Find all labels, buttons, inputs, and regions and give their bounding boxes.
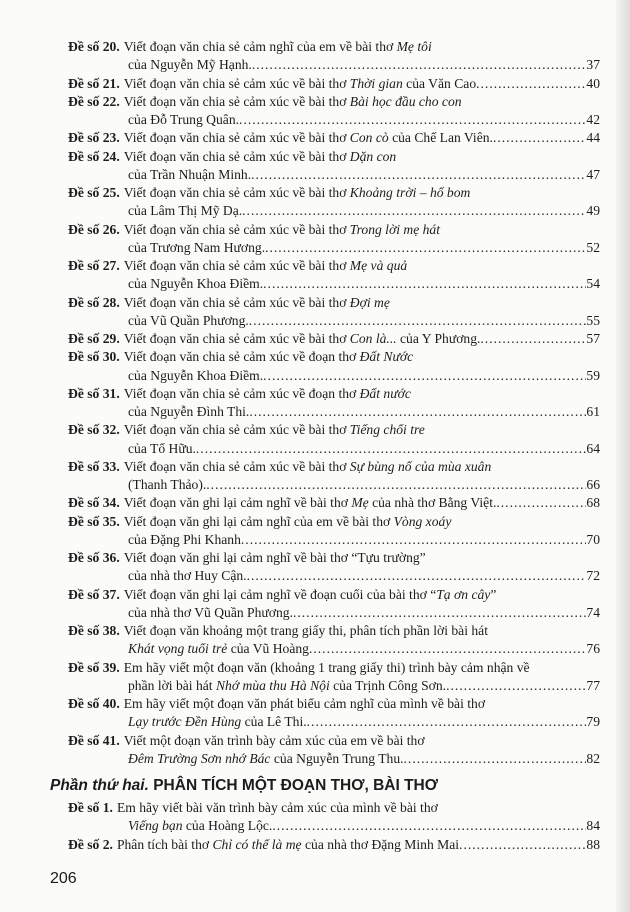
entry-text: [124, 659, 530, 677]
dot-leader: [480, 330, 586, 348]
entry-label: Đề số 32.: [68, 422, 120, 438]
entry-text: [128, 440, 196, 458]
dot-leader: [252, 56, 587, 74]
entry-label: Đề số 22.: [68, 93, 120, 109]
entry-text-segment: Viết đoạn văn ghi lại cảm nghĩ của em về bài thơ: [123, 513, 394, 529]
entry-title-italic: Dặn con: [349, 148, 397, 164]
toc-entry[interactable]: [68, 38, 600, 75]
toc-entry-line: [68, 75, 600, 93]
dot-leader: [263, 367, 586, 385]
toc-entry[interactable]: [68, 421, 600, 458]
dot-leader: [496, 494, 586, 512]
entry-text: [128, 817, 272, 835]
entry-text: [128, 275, 263, 293]
entry-text-segment: Em hãy viết một đoạn văn (khoảng 1 trang giấy thi) trình bày cảm nhận về: [123, 659, 530, 675]
toc-entry-line: [68, 476, 600, 494]
entry-text-segment: của Chế Lan Viên.: [388, 130, 493, 146]
toc-entry-line: [68, 56, 600, 74]
entry-title-italic: Đất nước: [359, 385, 411, 401]
toc-entry-line: [68, 513, 600, 531]
entry-title-italic: Đêm Trường Sơn nhớ Bác: [128, 750, 271, 766]
entry-page-number: 42: [586, 112, 600, 127]
page-edge-shadow: [616, 0, 630, 912]
toc-entry-line: [68, 257, 600, 275]
entry-text-segment: (Thanh Thảo).: [128, 477, 207, 492]
toc-entry-line: [68, 148, 600, 166]
toc-entry[interactable]: [68, 549, 600, 586]
toc-entry-line: [68, 385, 600, 403]
toc-entry[interactable]: [68, 184, 600, 221]
entry-label: Đề số 40.: [68, 696, 120, 711]
entry-text: [124, 385, 411, 403]
entry-text: [128, 403, 249, 421]
entry-text: [124, 221, 440, 239]
toc-entry-line: [68, 129, 600, 147]
entry-title-italic: Vòng xoáy: [393, 513, 452, 529]
toc-entry-line: [68, 750, 600, 768]
dot-leader: [249, 403, 586, 421]
entry-text-segment: Viết đoạn văn chia sẻ cảm xúc về bài thơ: [123, 75, 350, 91]
entry-page-number: 84: [586, 818, 600, 834]
toc-entry[interactable]: [68, 659, 600, 696]
entry-page-number: 64: [586, 440, 600, 456]
dot-leader: [251, 166, 586, 184]
entry-text-segment: Viết đoạn văn chia sẻ cảm xúc về bài thơ: [123, 93, 350, 109]
entry-text-segment: của Lê Thi.: [241, 714, 307, 730]
entry-text: [128, 166, 251, 184]
entry-text-segment: của nhà thơ Đặng Minh Mai: [301, 836, 460, 852]
entry-text: [124, 294, 390, 312]
section-prefix: Phần thứ hai.: [50, 777, 149, 794]
entry-label: Đề số 27.: [68, 258, 120, 273]
entry-title-italic: Mẹ: [351, 495, 369, 511]
dot-leader: [493, 129, 586, 147]
entry-title-italic: Đất Nước: [359, 349, 414, 365]
toc-entry-line: [68, 604, 600, 622]
entry-text-segment: của nhà thơ Vũ Quần Phương.: [128, 604, 293, 620]
toc-entry[interactable]: [68, 622, 600, 659]
entry-title-italic: Mẹ và quả: [349, 258, 408, 273]
toc-entry-line: [68, 312, 600, 330]
entry-text: [128, 677, 446, 695]
toc-entry-line: [68, 184, 600, 202]
entry-label: Đề số 28.: [68, 294, 120, 310]
entry-text-segment: Viết đoạn văn chia sẻ cảm xúc về bài thơ: [123, 130, 350, 146]
toc-entry-line: [68, 202, 600, 220]
entry-text-segment: của Nguyễn Trung Thu.: [270, 750, 404, 766]
dot-leader: [459, 836, 586, 854]
toc-entry[interactable]: [68, 799, 600, 836]
entry-label: Đề số 41.: [68, 732, 120, 748]
entry-label: Đề số 36.: [68, 550, 120, 565]
entry-text-segment: Viết đoạn văn chia sẻ cảm xúc về đoạn thơ: [123, 385, 360, 401]
dot-leader: [241, 531, 587, 549]
entry-text: [124, 348, 413, 366]
entry-text: [128, 367, 263, 385]
dot-leader: [206, 476, 586, 494]
entry-text-segment: của Trần Nhuận Minh.: [128, 166, 252, 182]
toc-entry-line: [68, 549, 600, 567]
toc-entry[interactable]: [68, 75, 600, 93]
section-heading: [50, 777, 438, 795]
toc-entry-line: [68, 458, 600, 476]
entry-page-number: 49: [586, 203, 600, 219]
entry-text: [124, 129, 493, 147]
entry-text: [124, 38, 432, 56]
entry-text: [124, 695, 485, 713]
dot-leader: [272, 817, 586, 835]
entry-text: [128, 312, 249, 330]
entry-label: Đề số 21.: [68, 75, 120, 91]
entry-text-segment: Em hãy viết bài văn trình bày cảm xúc của mình về bài thơ: [116, 800, 438, 815]
dot-leader: [263, 275, 586, 293]
toc-entry-line: [68, 817, 600, 835]
entry-text-segment: của Trịnh Công Sơn.: [329, 677, 447, 693]
toc-entry-line: [68, 640, 600, 658]
toc-entry[interactable]: [68, 129, 600, 147]
entry-text-segment: của Y Phương.: [396, 331, 481, 346]
entry-text-segment: của Văn Cao: [402, 75, 477, 91]
toc-entry-line: [68, 586, 600, 604]
entry-text: [124, 421, 425, 439]
toc-entry-line: [68, 239, 600, 257]
entry-title-italic: Trong lời mẹ hát: [349, 221, 441, 237]
entry-text: [124, 148, 397, 166]
entry-text: [124, 330, 481, 348]
entry-page-number: 37: [586, 57, 600, 73]
entry-text: [124, 93, 462, 111]
entry-text-segment: phần lời bài hát: [128, 677, 216, 693]
entry-text: [128, 750, 404, 768]
entry-text-segment: của Trương Nam Hương.: [128, 239, 266, 255]
toc-entry-line: [68, 221, 600, 239]
page-number: 206: [50, 870, 77, 887]
entry-title-italic: Viếng bạn: [128, 818, 183, 834]
entry-text-segment: Viết đoạn văn ghi lại cảm nghĩ về bài thơ: [123, 495, 352, 511]
toc-entry[interactable]: [68, 330, 600, 348]
entry-page-number: 59: [586, 367, 600, 383]
entry-title-italic: Mẹ tôi: [396, 39, 432, 54]
entry-label: Đề số 33.: [68, 458, 120, 474]
entry-label: Đề số 39.: [68, 659, 120, 675]
toc-entry-line: [68, 403, 600, 421]
entry-text: [124, 732, 425, 750]
entry-page-number: 44: [586, 130, 600, 146]
toc-entry-line: [68, 367, 600, 385]
entry-page-number: 66: [586, 477, 600, 492]
entry-text: [124, 75, 476, 93]
entry-text-segment: của Nguyễn Đình Thi.: [128, 404, 250, 419]
toc-part-one: [68, 38, 600, 768]
toc-entry-line: [68, 93, 600, 111]
toc-entry[interactable]: [68, 586, 600, 623]
dot-leader: [265, 239, 586, 257]
entry-label: Đề số 37.: [68, 586, 120, 602]
entry-text-segment: Viết đoạn văn chia sẻ cảm xúc về bài thơ: [123, 458, 350, 474]
entry-label: Đề số 30.: [68, 349, 120, 365]
section-title: PHÂN TÍCH MỘT ĐOẠN THƠ, BÀI THƠ: [148, 777, 438, 794]
entry-text-segment: Viết một đoạn văn trình bày cảm xúc của em về bài thơ: [123, 732, 425, 748]
toc-entry-line: [68, 166, 600, 184]
toc-entry[interactable]: [68, 257, 600, 294]
dot-leader: [196, 440, 587, 458]
entry-page-number: 52: [586, 239, 600, 255]
toc-entry[interactable]: [68, 294, 600, 331]
toc-entry[interactable]: [68, 513, 600, 550]
entry-text: [128, 202, 242, 220]
entry-page-number: 77: [586, 677, 600, 693]
entry-text: [124, 257, 407, 275]
entry-text-segment: của Tố Hữu.: [128, 440, 196, 456]
toc-entry-line: [68, 111, 600, 129]
entry-page-number: 40: [586, 75, 600, 91]
entry-text-segment: Em hãy viết một đoạn văn phát biểu cảm nghĩ của mình về bài thơ: [123, 696, 486, 711]
dot-leader: [476, 75, 586, 93]
toc-entry-line: [68, 677, 600, 695]
entry-text-segment: của Đặng Phi Khanh: [128, 531, 241, 547]
entry-text: [128, 567, 247, 585]
toc-part-two: [68, 799, 600, 854]
entry-text: [128, 604, 293, 622]
entry-page-number: 57: [586, 331, 600, 346]
entry-text-segment: Viết đoạn văn chia sẻ cảm xúc về bài thơ: [123, 148, 350, 164]
toc-entry-line: [68, 348, 600, 366]
entry-label: Đề số 24.: [68, 148, 120, 164]
entry-page-number: 76: [586, 641, 600, 657]
entry-text-segment: Viết đoạn văn chia sẻ cảm xúc về bài thơ: [123, 185, 350, 200]
entry-text-segment: của nhà thơ Bằng Việt.: [368, 495, 497, 511]
entry-text: [124, 513, 452, 531]
toc-entry-line: [68, 531, 600, 549]
toc-entry[interactable]: [68, 695, 600, 732]
entry-label: Đề số 26.: [68, 221, 120, 237]
entry-text-segment: của Đỗ Trung Quân.: [128, 112, 240, 127]
toc-entry-line: [68, 659, 600, 677]
dot-leader: [293, 604, 586, 622]
entry-title-italic: Nhớ mùa thu Hà Nội: [215, 677, 330, 693]
entry-page-number: 74: [586, 604, 600, 620]
entry-text: [124, 622, 488, 640]
toc-entry-line: [68, 713, 600, 731]
toc-entry-line: [68, 622, 600, 640]
entry-page-number: 88: [586, 836, 600, 852]
entry-title-italic: Thời gian: [349, 75, 403, 91]
entry-text: [128, 111, 239, 129]
entry-page-number: 61: [586, 404, 600, 419]
entry-title-italic: Chỉ có thể là mẹ: [212, 836, 302, 852]
entry-text: [128, 476, 206, 494]
entry-text-segment: Viết đoạn văn ghi lại cảm nghĩ về đoạn cuối của bài thơ “: [123, 586, 437, 602]
toc-entry-line: [68, 294, 600, 312]
entry-page-number: 54: [586, 276, 600, 292]
entry-text-segment: ”: [490, 586, 497, 602]
entry-text: [128, 640, 309, 658]
toc-entry[interactable]: [68, 836, 600, 854]
entry-text-segment: Viết đoạn văn chia sẻ cảm xúc về bài thơ: [123, 331, 350, 346]
dot-leader: [249, 312, 587, 330]
entry-text-segment: Viết đoạn văn khoảng một trang giấy thi, phân tích phần lời bài hát: [123, 623, 488, 638]
toc-entry[interactable]: [68, 385, 600, 422]
entry-text: [124, 549, 426, 567]
entry-label: Đề số 38.: [68, 623, 120, 638]
entry-label: Đề số 34.: [68, 495, 120, 511]
entry-label: Đề số 35.: [68, 513, 120, 529]
entry-label: Đề số 2.: [68, 836, 113, 852]
entry-title-italic: Khoảng trời – hố bom: [349, 185, 471, 200]
entry-page-number: 79: [586, 714, 600, 730]
dot-leader: [446, 677, 586, 695]
entry-title-italic: Con là...: [349, 331, 397, 346]
entry-text-segment: Viết đoạn văn chia sẻ cảm xúc về bài thơ: [123, 422, 350, 438]
entry-label: Đề số 31.: [68, 385, 120, 401]
entry-title-italic: Đợi mẹ: [349, 294, 390, 310]
entry-text: [124, 586, 497, 604]
toc-entry[interactable]: [68, 732, 600, 769]
dot-leader: [242, 202, 586, 220]
toc-entry[interactable]: [68, 93, 600, 130]
entry-page-number: 55: [586, 312, 600, 328]
entry-text: [124, 494, 497, 512]
toc-entry-line: [68, 421, 600, 439]
entry-label: Đề số 29.: [68, 331, 120, 346]
toc-entry[interactable]: [68, 494, 600, 512]
toc-entry-line: [68, 836, 600, 854]
toc-entry-line: [68, 567, 600, 585]
entry-text-segment: của Nguyễn Khoa Điềm.: [128, 276, 264, 292]
entry-text-segment: Viết đoạn văn chia sẻ cảm xúc về đoạn thơ: [123, 349, 360, 365]
entry-text-segment: của Hoàng Lộc.: [182, 818, 273, 834]
toc-entry[interactable]: [68, 458, 600, 495]
dot-leader: [307, 713, 587, 731]
entry-title-italic: Tiếng chổi tre: [349, 422, 425, 438]
entry-text-segment: của Nguyễn Mỹ Hạnh.: [128, 57, 252, 73]
entry-text: [124, 184, 471, 202]
entry-text-segment: Viết đoạn văn chia sẻ cảm nghĩ của em về bài thơ: [123, 39, 397, 54]
entry-title-italic: Con cò: [349, 130, 389, 146]
entry-text-segment: của Nguyễn Khoa Điềm.: [128, 367, 264, 383]
dot-leader: [309, 640, 586, 658]
entry-label: Đề số 23.: [68, 130, 120, 146]
entry-label: Đề số 1.: [68, 800, 113, 815]
entry-text-segment: Viết đoạn văn chia sẻ cảm xúc về bài thơ: [123, 221, 350, 237]
toc-entry-line: [68, 330, 600, 348]
entry-text-segment: của nhà thơ Huy Cận.: [128, 568, 247, 584]
entry-text: [128, 713, 307, 731]
entry-text-segment: của Vũ Hoàng: [227, 641, 309, 657]
toc-entry-line: [68, 38, 600, 56]
entry-label: Đề số 25.: [68, 185, 120, 200]
entry-page-number: 68: [586, 495, 600, 511]
entry-text-segment: Viết đoạn văn chia sẻ cảm xúc về bài thơ: [123, 294, 350, 310]
toc-entry-line: [68, 440, 600, 458]
dot-leader: [404, 750, 587, 768]
entry-text-segment: Viết đoạn văn ghi lại cảm nghĩ về bài thơ “Tựu trường”: [123, 550, 426, 565]
entry-text: [117, 836, 459, 854]
entry-label: Đề số 20.: [68, 39, 120, 54]
entry-page-number: 82: [586, 750, 600, 766]
entry-text: [128, 239, 265, 257]
toc-entry-line: [68, 494, 600, 512]
dot-leader: [247, 567, 587, 585]
entry-title-italic: Sự bùng nổ của mùa xuân: [349, 458, 492, 474]
entry-page-number: 47: [586, 166, 600, 182]
entry-text: [117, 799, 438, 817]
entry-title-italic: Khát vọng tuổi trẻ: [128, 641, 228, 657]
toc-entry[interactable]: [68, 221, 600, 258]
entry-title-italic: Tạ ơn cây: [436, 586, 491, 602]
toc-entry-line: [68, 695, 600, 713]
toc-entry-line: [68, 799, 600, 817]
entry-title-italic: Bài học đầu cho con: [349, 93, 462, 109]
entry-page-number: 70: [586, 531, 600, 547]
entry-page-number: 72: [586, 568, 600, 584]
toc-entry[interactable]: [68, 348, 600, 385]
entry-text-segment: Phân tích bài thơ: [116, 836, 213, 852]
entry-text: [128, 56, 252, 74]
dot-leader: [239, 111, 586, 129]
toc-entry[interactable]: [68, 148, 600, 185]
entry-text-segment: Viết đoạn văn chia sẻ cảm xúc về bài thơ: [123, 258, 350, 273]
toc-entry-line: [68, 275, 600, 293]
entry-text-segment: của Lâm Thị Mỹ Dạ.: [128, 203, 243, 219]
entry-title-italic: Lạy trước Đền Hùng: [128, 714, 242, 730]
toc-entry-line: [68, 732, 600, 750]
entry-text: [128, 531, 241, 549]
entry-text: [124, 458, 492, 476]
entry-text-segment: của Vũ Quần Phương.: [128, 312, 249, 328]
